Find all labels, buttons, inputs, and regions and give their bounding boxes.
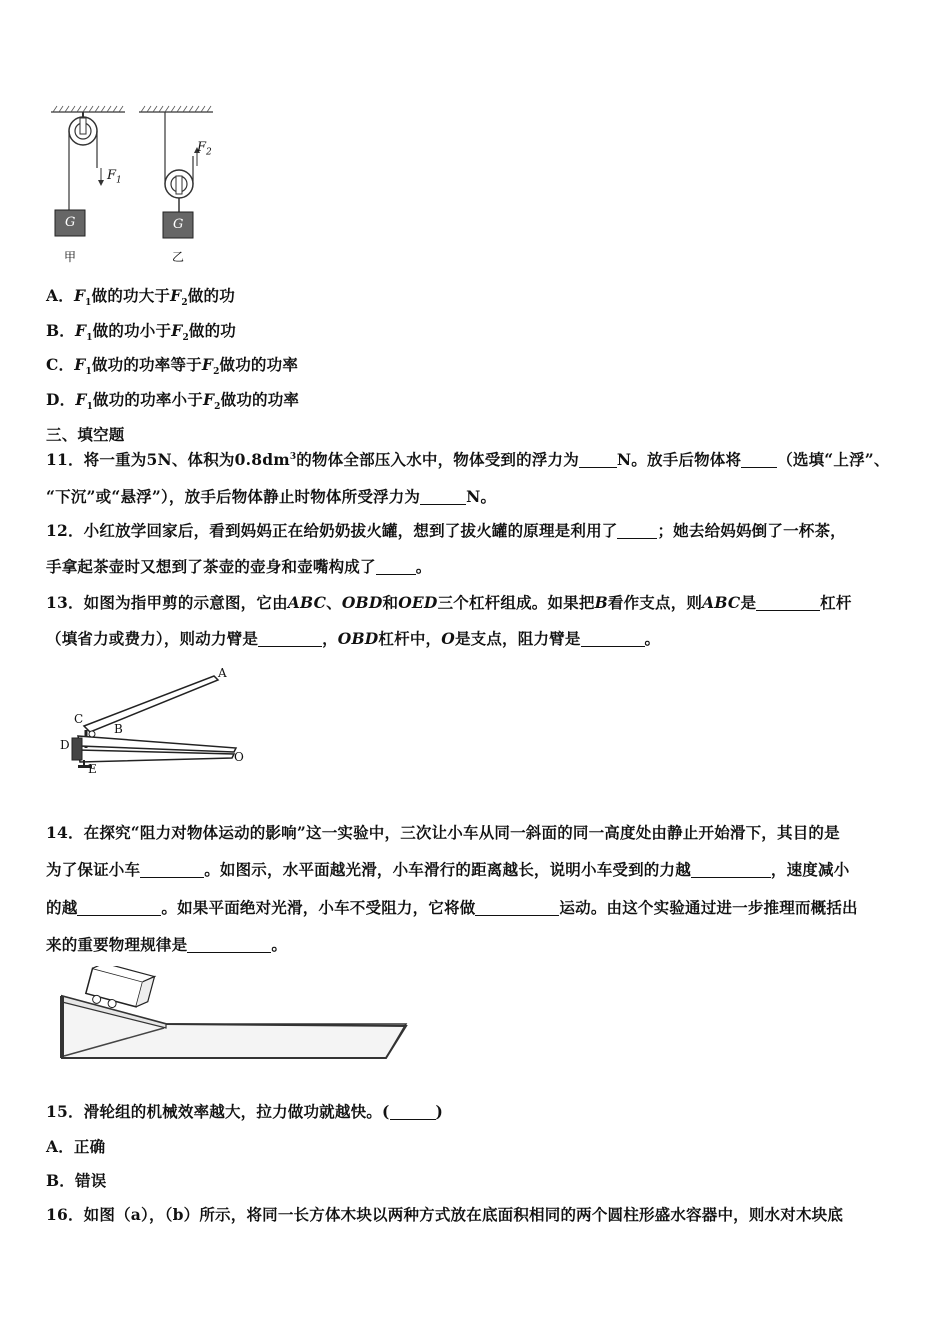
option-c: C．$F_1$做功的功率等于$F_2$做功的功率 bbox=[46, 355, 299, 378]
clipper-label-d: D bbox=[60, 738, 70, 752]
clipper-label-c: C bbox=[74, 712, 84, 726]
option-d: D．$F_1$做功的功率小于$F_2$做功的功率 bbox=[46, 390, 300, 413]
ramp-diagram bbox=[56, 966, 416, 1066]
question-14-line2: 为了保证小车 。如图示，水平面越光滑，小车滑行的距离越长，说明小车受到的力越 ，速度减小 bbox=[46, 860, 850, 879]
option-a: A．$F_1$做的功大于$F_2$做的功 bbox=[46, 286, 235, 309]
pulley-diagram bbox=[45, 98, 225, 268]
ramp-figure bbox=[56, 966, 416, 1066]
question-14-line3: 的越 。如果平面绝对光滑，小车不受阻力，它将做 运动。由这个实验通过进一步推理而概括出 bbox=[46, 898, 858, 917]
question-14-line4: 来的重要物理规律是 。 bbox=[46, 935, 288, 954]
weight-label-jia: G bbox=[65, 215, 76, 230]
force-f1-label: $F_1$ bbox=[107, 168, 122, 186]
question-15-option-a: A．正确 bbox=[46, 1137, 106, 1156]
nail-clipper-diagram bbox=[56, 664, 256, 779]
question-13-line1: 13．如图为指甲剪的示意图，它由ABC、OBD和OED三个杠杆组成。如果把B看作支点，则ABC是 杠杆 bbox=[46, 593, 852, 612]
question-16-stem: 16．如图（a），（b）所示，将同一长方体木块以两种方式放在底面积相同的两个圆柱形盛水容器中，则水对木块底 bbox=[46, 1205, 844, 1224]
question-12-line1: 12．小红放学回家后，看到妈妈正在给奶奶拔火罐，想到了拔火罐的原理是利用了 ；她去给妈妈倒了一杯茶， bbox=[46, 521, 846, 540]
question-11-line1: 11．将一重为5N、体积为$0.8dm^3$的物体全部压入水中，物体受到的浮力为 N。放手后物体将 （选填“上浮”、 bbox=[46, 450, 890, 469]
nail-clipper-figure bbox=[56, 664, 256, 779]
force-f2-label: $F_2$ bbox=[197, 140, 212, 158]
clipper-label-a: A bbox=[218, 666, 227, 680]
weight-label-yi: G bbox=[173, 217, 184, 232]
question-13-line2: （填省力或费力），则动力臂是 ，OBD杠杆中，O是支点，阻力臂是 。 bbox=[46, 629, 661, 648]
clipper-label-o: O bbox=[234, 750, 244, 764]
question-15-option-b: B．错误 bbox=[46, 1171, 107, 1190]
question-12-line2: 手拿起茶壶时又想到了茶壶的壶身和壶嘴构成了 。 bbox=[46, 557, 432, 576]
figure-label-jia: 甲 bbox=[64, 250, 77, 264]
question-15-stem: 15．滑轮组的机械效率越大，拉力做功就越快。( ) bbox=[46, 1102, 444, 1121]
section-heading: 三、填空题 bbox=[46, 425, 125, 444]
question-14-line1: 14．在探究“阻力对物体运动的影响”这一实验中，三次让小车从同一斜面的同一高度处由静止开始滑下，其目的是 bbox=[46, 823, 840, 842]
clipper-label-b: B bbox=[114, 722, 123, 736]
figure-label-yi: 乙 bbox=[172, 250, 185, 264]
clipper-label-e: E bbox=[88, 762, 97, 776]
question-11-line2: “下沉”或“悬浮”），放手后物体静止时物体所受浮力为 N。 bbox=[46, 487, 497, 506]
option-b: B．$F_1$做的功小于$F_2$做的功 bbox=[46, 321, 237, 344]
pulley-figure bbox=[45, 98, 225, 268]
